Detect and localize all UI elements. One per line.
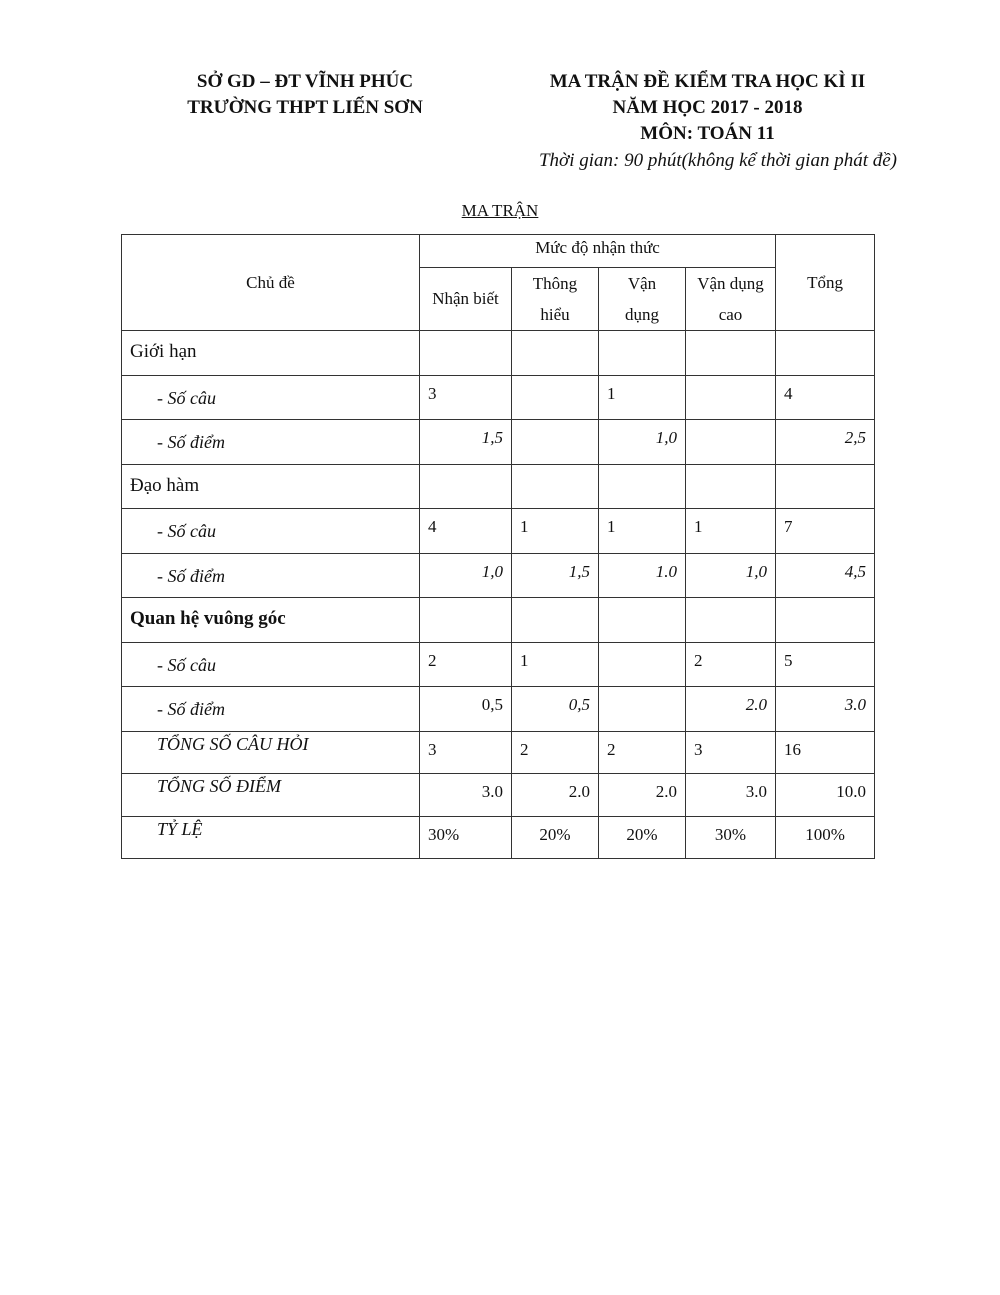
table-cell — [776, 598, 875, 643]
school-header — [160, 69, 450, 121]
matrix-table — [121, 234, 875, 859]
table-cell: 20% — [512, 816, 599, 859]
topic-name: Giới hạn — [122, 331, 420, 376]
table-cell — [512, 375, 599, 420]
row-label: - Số điểm — [122, 420, 420, 465]
table-cell: 1 — [512, 642, 599, 687]
table-row — [122, 420, 875, 465]
table-cell — [686, 598, 776, 643]
table-cell — [599, 464, 686, 509]
table-cell: 0,5 — [420, 687, 512, 732]
row-label: - Số điểm — [122, 553, 420, 598]
table-cell: 2 — [686, 642, 776, 687]
row-label: - Số câu — [122, 642, 420, 687]
table-cell — [512, 464, 599, 509]
topic-name: Quan hệ vuông góc — [122, 598, 420, 643]
exam-header — [520, 69, 895, 147]
table-cell: 1,5 — [420, 420, 512, 465]
department-name: SỞ GD – ĐT VĨNH PHÚC — [196, 71, 414, 92]
table-cell: 1 — [599, 375, 686, 420]
table-cell: 3.0 — [776, 687, 875, 732]
exam-title: MA TRẬN ĐỀ KIỂM TRA HỌC KÌ II — [549, 71, 866, 92]
table-cell: 3.0 — [420, 774, 512, 817]
table-cell: 30% — [420, 816, 512, 859]
table-cell — [420, 464, 512, 509]
table-cell: 2.0 — [512, 774, 599, 817]
table-cell: 1 — [686, 509, 776, 554]
table-cell: 3.0 — [686, 774, 776, 817]
table-cell — [686, 331, 776, 376]
matrix-title: MA TRẬN — [461, 201, 539, 220]
table-cell: 1.0 — [599, 553, 686, 598]
table-header-row — [122, 235, 875, 268]
table-cell — [420, 331, 512, 376]
header-thong-hieu: Thông hiểu — [512, 268, 599, 331]
table-cell: 1 — [599, 509, 686, 554]
row-label: - Số câu — [122, 509, 420, 554]
table-cell: 0,5 — [512, 687, 599, 732]
row-label: - Số câu — [122, 375, 420, 420]
table-cell: 7 — [776, 509, 875, 554]
header-cognitive-level: Mức độ nhận thức — [420, 235, 776, 268]
header-topic: Chủ đề — [122, 235, 420, 331]
table-row — [122, 642, 875, 687]
row-label: TỶ LỆ — [122, 816, 420, 859]
header-nhan-biet: Nhận biết — [420, 268, 512, 331]
table-row — [122, 553, 875, 598]
table-cell — [599, 331, 686, 376]
table-cell: 1,0 — [686, 553, 776, 598]
table-cell — [420, 598, 512, 643]
total-points-row — [122, 774, 875, 817]
table-cell: 4 — [776, 375, 875, 420]
topic-row — [122, 464, 875, 509]
header-van-dung: Vận dụng — [599, 268, 686, 331]
subject: MÔN: TOÁN 11 — [640, 123, 775, 144]
header-total: Tổng — [776, 235, 875, 331]
exam-time: Thời gian: 90 phút(không kể thời gian phát đề) — [538, 150, 897, 171]
table-cell: 2.0 — [599, 774, 686, 817]
table-cell — [599, 642, 686, 687]
table-cell: 1 — [512, 509, 599, 554]
table-row — [122, 687, 875, 732]
table-cell — [599, 687, 686, 732]
school-name: TRƯỜNG THPT LIẾN SƠN — [187, 97, 423, 118]
table-cell: 10.0 — [776, 774, 875, 817]
table-cell — [686, 375, 776, 420]
table-cell: 2 — [512, 731, 599, 774]
total-questions-row — [122, 731, 875, 774]
table-cell: 2.0 — [686, 687, 776, 732]
topic-row — [122, 598, 875, 643]
table-cell: 1,0 — [420, 553, 512, 598]
table-cell: 100% — [776, 816, 875, 859]
table-cell: 4,5 — [776, 553, 875, 598]
table-cell: 30% — [686, 816, 776, 859]
table-row — [122, 375, 875, 420]
table-cell: 4 — [420, 509, 512, 554]
topic-name: Đạo hàm — [122, 464, 420, 509]
table-cell: 3 — [420, 375, 512, 420]
header-van-dung-cao: Vận dụng cao — [686, 268, 776, 331]
table-cell — [686, 464, 776, 509]
table-cell: 2,5 — [776, 420, 875, 465]
school-year: NĂM HỌC 2017 - 2018 — [612, 97, 803, 118]
table-cell: 5 — [776, 642, 875, 687]
row-label: TỔNG SỐ CÂU HỎI — [122, 731, 420, 774]
table-cell — [512, 420, 599, 465]
table-cell — [599, 598, 686, 643]
table-cell — [512, 598, 599, 643]
table-cell: 3 — [686, 731, 776, 774]
table-cell: 20% — [599, 816, 686, 859]
topic-row — [122, 331, 875, 376]
row-label: - Số điểm — [122, 687, 420, 732]
table-cell — [776, 464, 875, 509]
row-label: TỔNG SỐ ĐIỂM — [122, 774, 420, 817]
table-cell: 2 — [420, 642, 512, 687]
table-cell: 1,0 — [599, 420, 686, 465]
table-cell: 1,5 — [512, 553, 599, 598]
table-cell: 3 — [420, 731, 512, 774]
table-cell: 16 — [776, 731, 875, 774]
table-row — [122, 509, 875, 554]
ratio-row — [122, 816, 875, 859]
table-cell — [776, 331, 875, 376]
table-cell: 2 — [599, 731, 686, 774]
table-cell — [686, 420, 776, 465]
table-cell — [512, 331, 599, 376]
